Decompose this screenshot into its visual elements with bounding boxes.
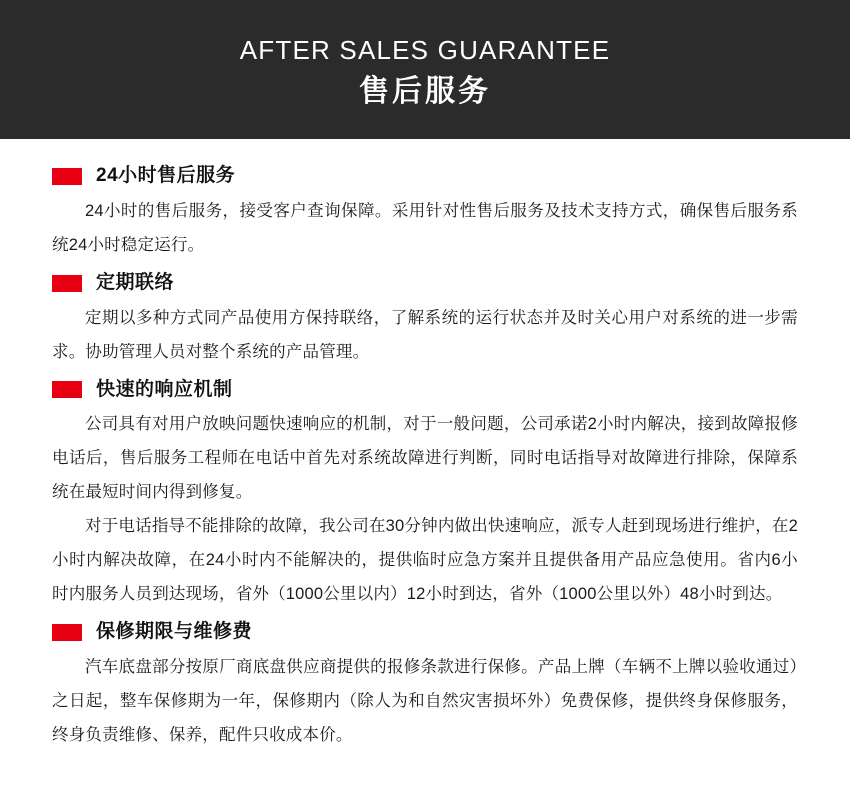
paragraph: 对于电话指导不能排除的故障，我公司在30分钟内做出快速响应，派专人赶到现场进行维护，在2小时内解决故障，在24小时内不能解决的，提供临时应急方案并且提供备用产品应急使用。省内6小时内服务人员到达现场，省外（1000公里以内）12小时到达，省外（1000公里以外）48小时到达。 xyxy=(52,517,798,604)
section-24h-service xyxy=(52,165,798,262)
paragraph: 定期以多种方式同产品使用方保持联络，了解系统的运行状态并及时关心用户对系统的进一步需求。协助管理人员对整个系统的产品管理。 xyxy=(52,308,798,361)
section-regular-contact xyxy=(52,272,798,369)
section-body xyxy=(52,301,798,369)
section-heading xyxy=(52,379,798,402)
section-title: 保修期限与维修费 xyxy=(96,621,253,643)
paragraph: 24小时的售后服务，接受客户查询保障。采用针对性售后服务及技术支持方式，确保售后服务系统24小时稳定运行。 xyxy=(52,201,798,254)
section-body xyxy=(52,407,798,611)
section-heading xyxy=(52,272,798,295)
section-title: 定期联络 xyxy=(96,271,175,293)
section-body xyxy=(52,194,798,262)
paragraph: 汽车底盘部分按原厂商底盘供应商提供的报修条款进行保修。产品上牌（车辆不上牌以验收通过）之日起，整车保修期为一年，保修期内（除人为和自然灾害损坏外）免费保修，提供终身保修服务，终身负责维修、保养，配件只收成本价。 xyxy=(52,658,798,745)
red-square-bullet-icon xyxy=(52,624,82,641)
section-title: 快速的响应机制 xyxy=(96,378,233,400)
section-heading xyxy=(52,165,798,188)
section-body xyxy=(52,650,798,752)
red-square-bullet-icon xyxy=(52,381,82,398)
paragraph: 公司具有对用户放映问题快速响应的机制，对于一般问题，公司承诺2小时内解决，接到故障报修电话后，售后服务工程师在电话中首先对系统故障进行判断，同时电话指导对故障进行排除，保障系统在最短时间内得到修复。 xyxy=(52,415,798,502)
red-square-bullet-icon xyxy=(52,168,82,185)
red-square-bullet-icon xyxy=(52,275,82,292)
page-header xyxy=(0,0,850,139)
header-title-english: AFTER SALES GUARANTEE xyxy=(239,34,611,65)
section-warranty-period xyxy=(52,621,798,752)
section-title: 24小时售后服务 xyxy=(96,165,236,186)
header-title-chinese: 售后服务 xyxy=(359,75,491,109)
section-rapid-response xyxy=(52,379,798,612)
content-area xyxy=(0,139,850,752)
section-heading xyxy=(52,621,798,644)
